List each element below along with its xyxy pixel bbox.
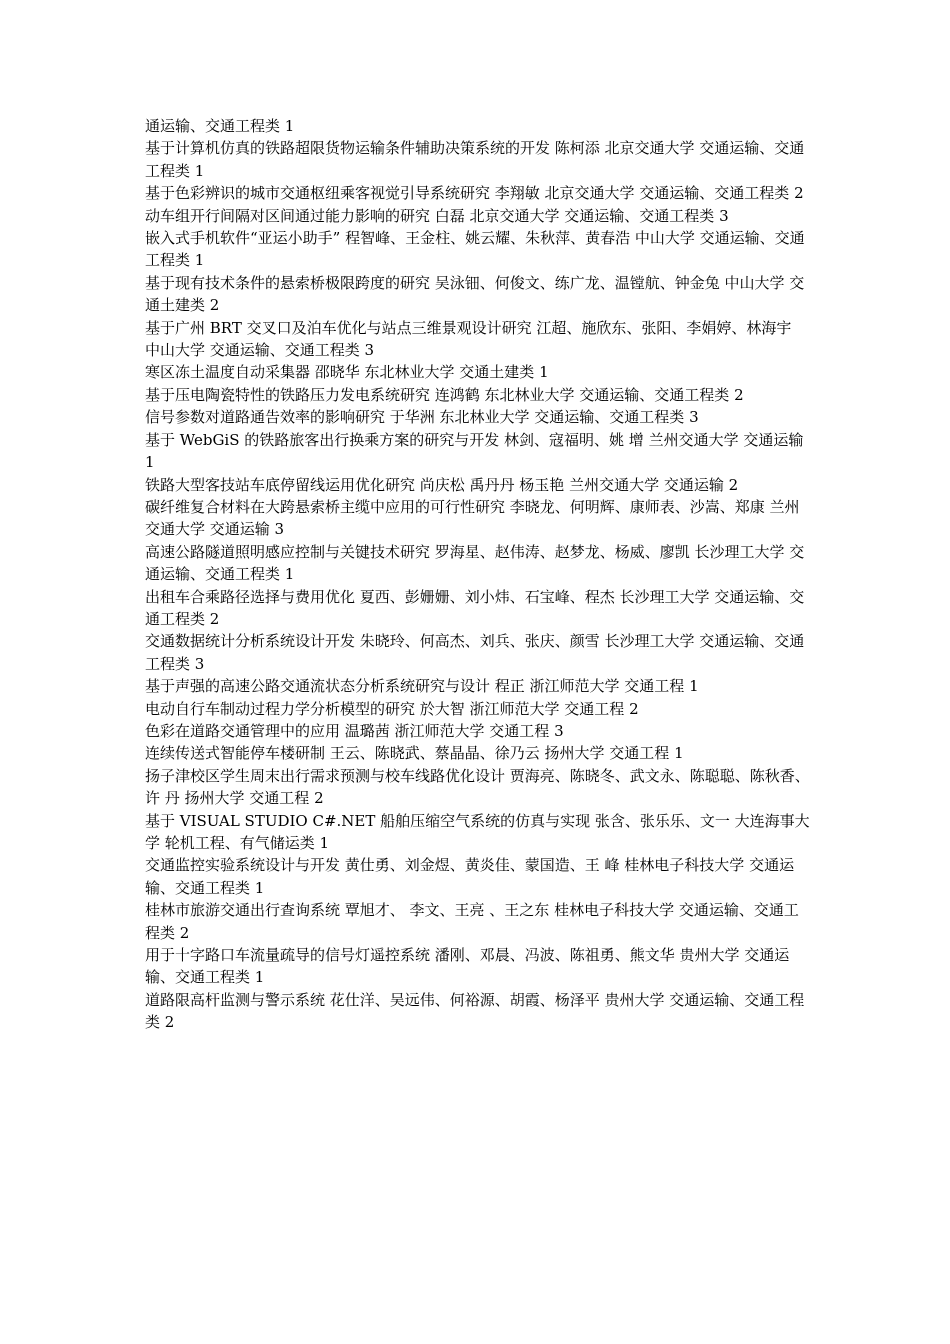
- document-body: [145, 115, 810, 1034]
- entry-text: 交通监控实验系统设计与开发 黄仕勇、刘金煜、黄炎佳、蒙国造、王 峰 桂林电子科技大学 交通运输、交通工程类 1: [145, 856, 795, 897]
- entry-text: 通运输、交通工程类 1: [145, 117, 295, 135]
- entry-text: 电动自行车制动过程力学分析模型的研究 於大智 浙江师范大学 交通工程 2: [145, 699, 639, 718]
- entry-text: 寒区冻土温度自动采集器 邵晓华 东北林业大学 交通土建类 1: [145, 363, 549, 382]
- entry-text: 用于十字路口车流量疏导的信号灯遥控系统 潘刚、邓晨、冯波、陈祖勇、熊文华 贵州大学 交通运输、交通工程类 1: [145, 946, 790, 987]
- entry-text: 基于 WebGiS 的铁路旅客出行换乘方案的研究与开发 林剑、寇福明、姚 增 兰州交通大学 交通运输 1: [145, 430, 804, 472]
- entry-text: 嵌入式手机软件“亚运小助手” 程智峰、王金柱、姚云耀、朱秋萍、黄春浩 中山大学 交通运输、交通工程类 1: [145, 229, 805, 270]
- entry-text: 基于压电陶瓷特性的铁路压力发电系统研究 连鸿鹤 东北林业大学 交通运输、交通工程类 2: [145, 385, 744, 404]
- entry-text: 基于广州 BRT 交叉口及泊车优化与站点三维景观设计研究 江超、施欣东、张阳、李娟婷、林海宇 中山大学 交通运输、交通工程类 3: [145, 318, 792, 360]
- entry-text: 基于计算机仿真的铁路超限货物运输条件辅助决策系统的开发 陈柯添 北京交通大学 交通运输、交通工程类 1: [145, 139, 805, 180]
- entry-text: 高速公路隧道照明感应控制与关键技术研究 罗海星、赵伟涛、赵梦龙、杨威、廖凯 长沙理工大学 交通运输、交通工程类 1: [145, 542, 805, 584]
- entry-text: 基于声强的高速公路交通流状态分析系统研究与设计 程正 浙江师范大学 交通工程 1: [145, 677, 699, 696]
- entry-text: 桂林市旅游交通出行查询系统 覃旭才、 李文、王亮 、王之东 桂林电子科技大学 交通运输、交通工程类 2: [145, 901, 799, 942]
- entry-text: 扬子津校区学生周末出行需求预测与校车线路优化设计 贾海亮、陈晓冬、武文永、陈聪聪、陈秋香、许 丹 扬州大学 交通工程 2: [145, 766, 810, 808]
- entry-text: 碳纤维复合材料在大跨悬索桥主缆中应用的可行性研究 李晓龙、何明辉、康师表、沙嵩、郑康 兰州交通大学 交通运输 3: [145, 497, 800, 539]
- entry-text: 基于现有技术条件的悬索桥极限跨度的研究 吴泳钿、何俊文、练广龙、温镗航、钟金兔 中山大学 交通土建类 2: [145, 273, 805, 315]
- entry-text: 基于色彩辨识的城市交通枢纽乘客视觉引导系统研究 李翔敏 北京交通大学 交通运输、交通工程类 2: [145, 184, 804, 203]
- entry-text: 交通数据统计分析系统设计开发 朱晓玲、何高杰、刘兵、张庆、颜雪 长沙理工大学 交通运输、交通工程类 3: [145, 632, 805, 673]
- entry-text: 铁路大型客技站车底停留线运用优化研究 尚庆松 禹丹丹 杨玉艳 兰州交通大学 交通运输 2: [145, 475, 739, 494]
- entry-text: 信号参数对道路通告效率的影响研究 于华洲 东北林业大学 交通运输、交通工程类 3: [145, 408, 699, 427]
- entry-text: 色彩在道路交通管理中的应用 温璐茜 浙江师范大学 交通工程 3: [145, 721, 564, 740]
- entry-text: 连续传送式智能停车楼研制 王云、陈晓武、蔡晶晶、徐乃云 扬州大学 交通工程 1: [145, 744, 684, 763]
- entry-text: 道路限高杆监测与警示系统 花仕洋、吴远伟、何裕源、胡霞、杨泽平 贵州大学 交通运输、交通工程类 2: [145, 990, 805, 1032]
- entry-text: 基于 VISUAL STUDIO C#.NET 船舶压缩空气系统的仿真与实现 张含、张乐乐、文一 大连海事大学 轮机工程、有气储运类 1: [145, 811, 810, 852]
- entry-text: 动车组开行间隔对区间通过能力影响的研究 白磊 北京交通大学 交通运输、交通工程类 3: [145, 206, 729, 225]
- entry-text: 出租车合乘路径选择与费用优化 夏西、彭姗姗、刘小炜、石宝峰、程杰 长沙理工大学 交通运输、交通工程类 2: [145, 587, 805, 628]
